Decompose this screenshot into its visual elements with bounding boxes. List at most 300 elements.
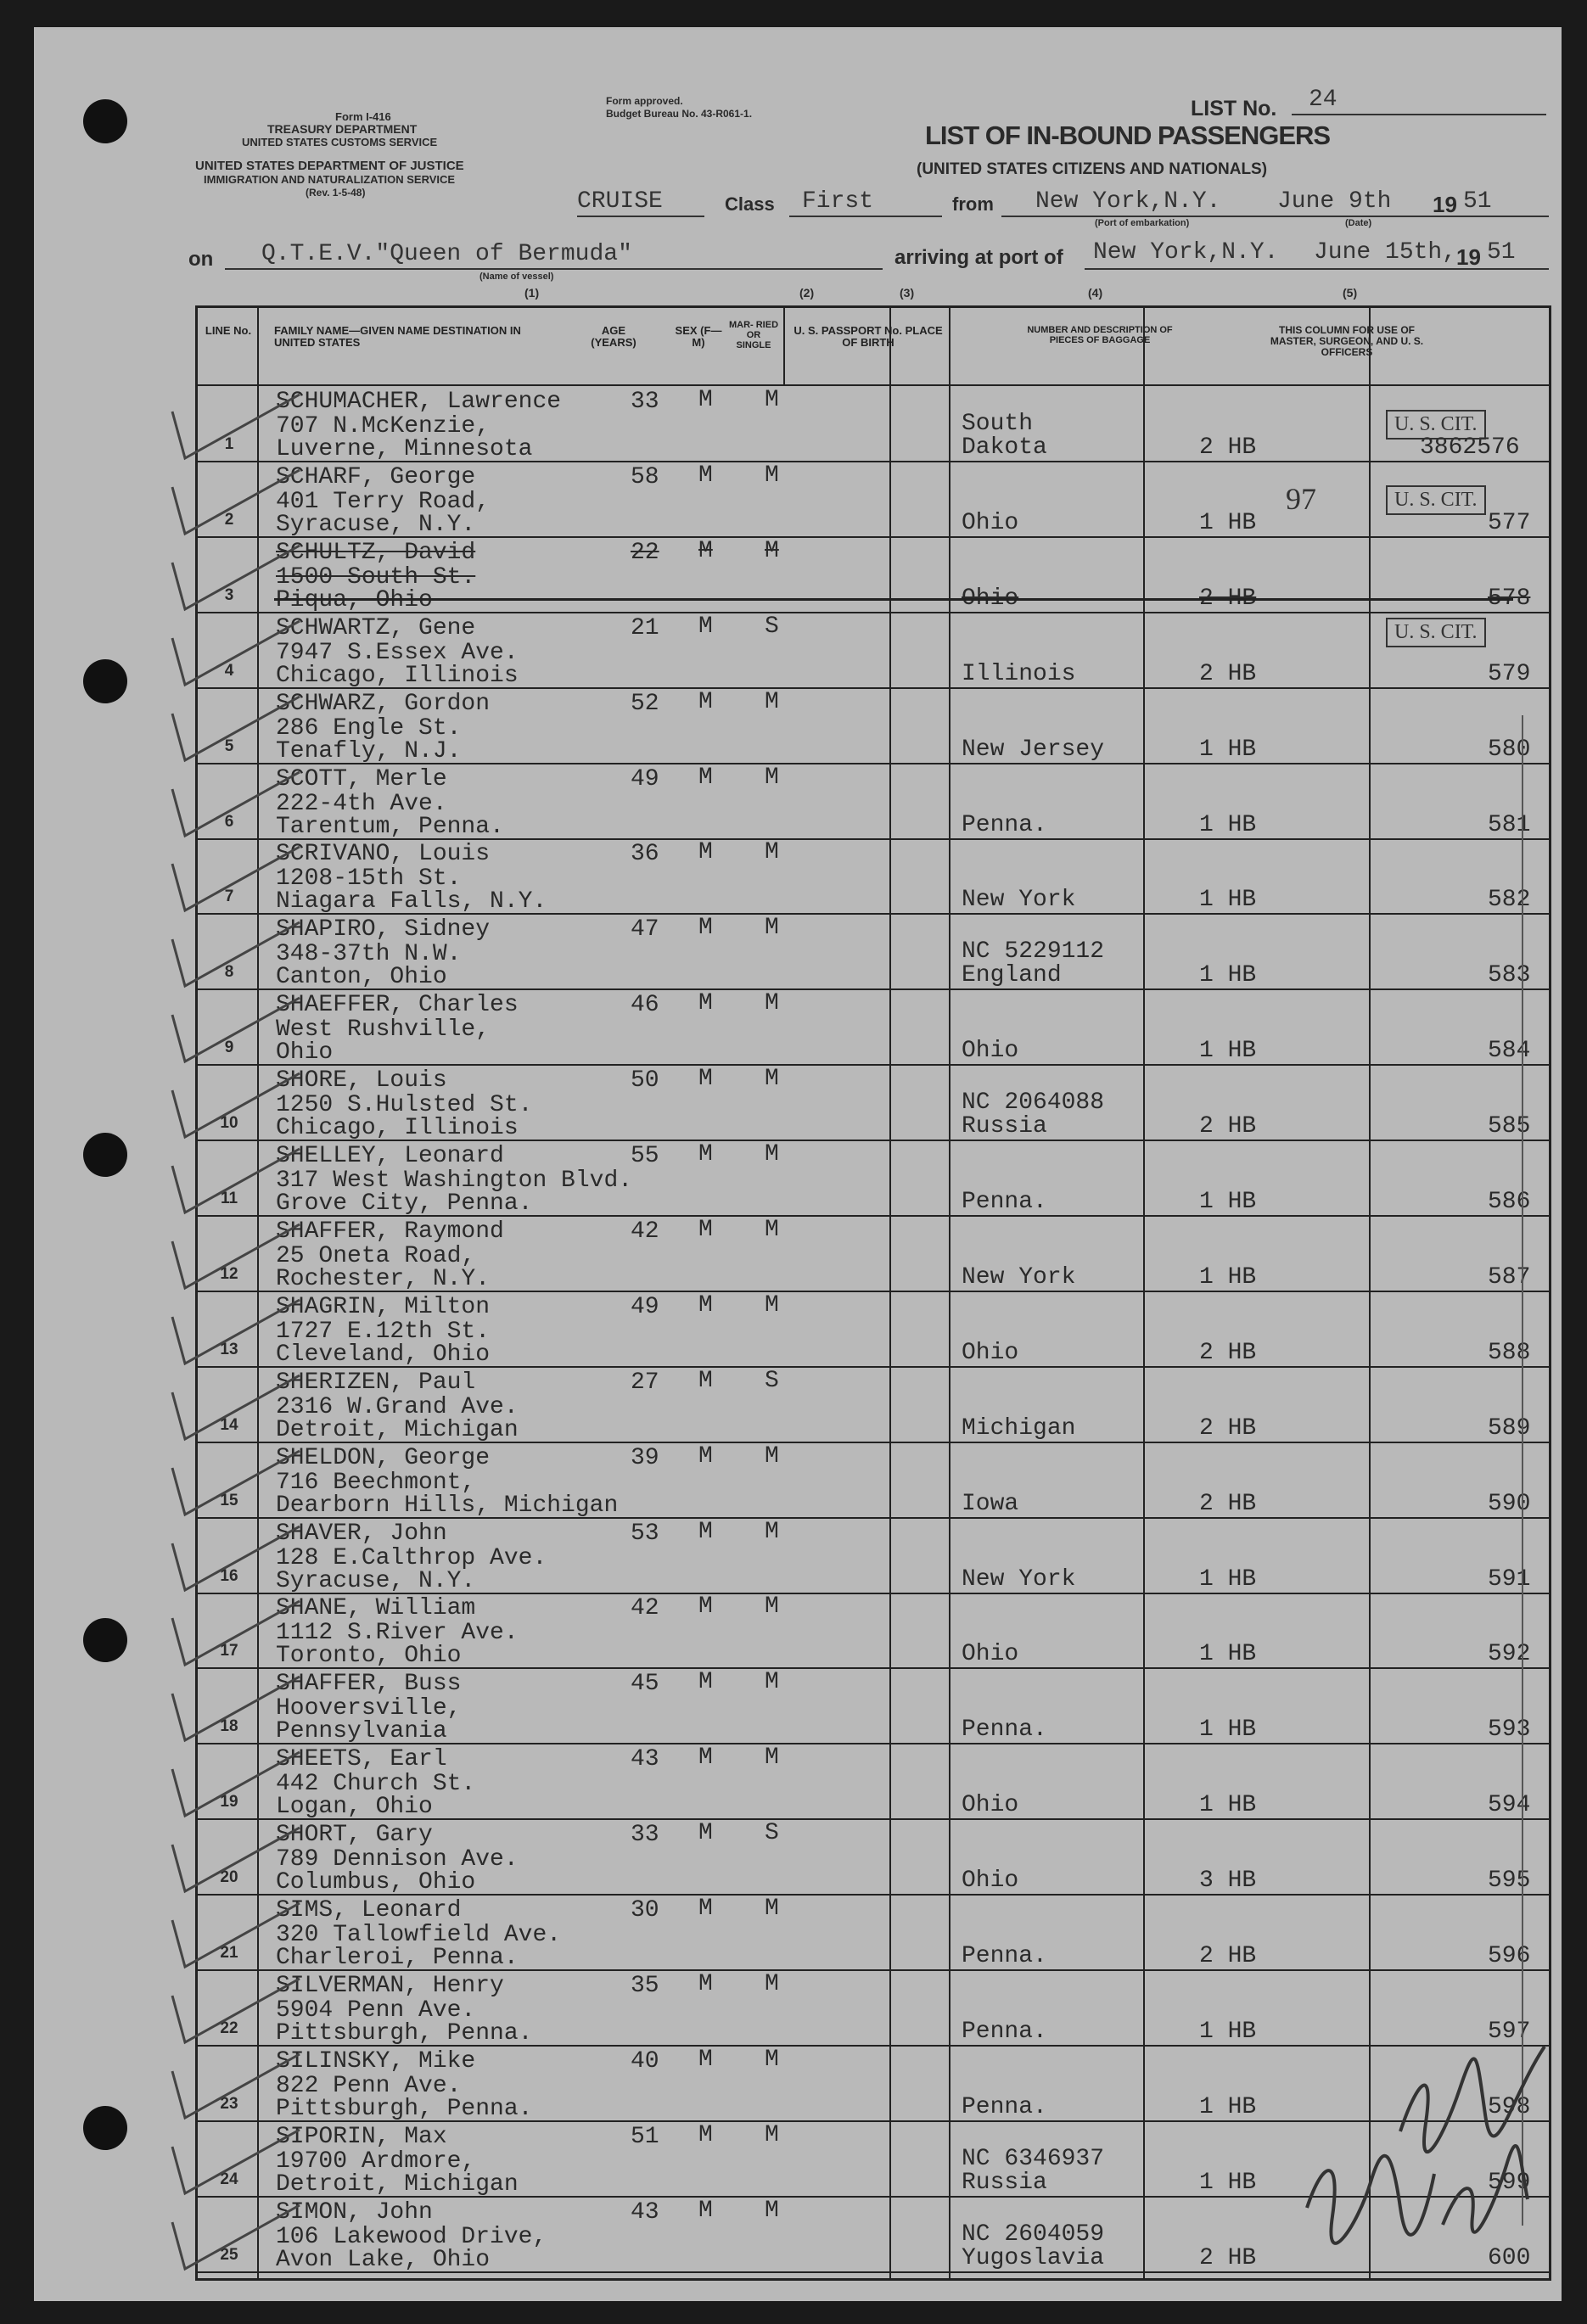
sex-value: M (698, 1518, 713, 1545)
pencil-margin-line (1522, 715, 1523, 2226)
baggage-value: 2 HB (1199, 1490, 1257, 1517)
embarkation-date: June 9th (1277, 188, 1392, 215)
from-line (1001, 216, 1549, 217)
table-row (198, 914, 1549, 990)
handwritten-signature-icon (1290, 2013, 1570, 2267)
marital-status: M (765, 915, 779, 942)
officer-number: 578 (1488, 585, 1531, 612)
marital-status: M (765, 1442, 779, 1470)
vessel-line (225, 268, 883, 270)
address-line-1: 7947 S.Essex Ave. (276, 639, 519, 666)
line-number: 16 (220, 1566, 238, 1585)
address-line-1: 401 Terry Road, (276, 488, 491, 515)
birthplace: New York (962, 887, 1076, 914)
officer-number: 591 (1488, 1565, 1531, 1593)
marital-status: S (765, 1820, 779, 1847)
line-number: 1 (224, 435, 234, 453)
officer-number: 596 (1488, 1943, 1531, 1969)
age-value: 45 (631, 1671, 659, 1698)
address-line-1: 716 Beechmont, (276, 1469, 476, 1496)
table-row (198, 838, 1549, 915)
table-row (198, 1744, 1549, 1820)
birthplace: New York (962, 1263, 1076, 1291)
binder-hole-icon (83, 2106, 127, 2150)
check-mark-icon (164, 764, 308, 840)
check-mark-icon (164, 1442, 308, 1519)
table-row (198, 1367, 1549, 1443)
sex-value: M (698, 990, 713, 1017)
passenger-name: SHELLEY, Leonard (276, 1143, 504, 1169)
line-number: 18 (220, 1717, 238, 1736)
marital-status: M (765, 1970, 779, 1997)
table-row (198, 1065, 1549, 1141)
line-number: 14 (220, 1415, 238, 1434)
officer-number: 592 (1488, 1641, 1531, 1668)
address-line-1: 822 Penn Ave. (276, 2072, 462, 2099)
col-number-2: (2) (799, 286, 815, 300)
baggage-value: 1 HB (1199, 962, 1257, 989)
birthplace: Iowa (962, 1490, 1019, 1517)
officer-number: 594 (1488, 1792, 1531, 1819)
officer-number: 600 (1488, 2244, 1531, 2271)
sex-value: M (698, 688, 713, 715)
sex-value: M (698, 1896, 713, 1922)
passenger-name: SHAFFER, Raymond (276, 1218, 504, 1245)
birthplace: Penna. (962, 2018, 1047, 2045)
strike-line (274, 598, 1513, 601)
address-line-2: Pittsburgh, Penna. (276, 2095, 533, 2122)
sex-value: M (698, 1593, 713, 1621)
list-number: 24 (1309, 87, 1337, 113)
table-row (198, 537, 1549, 613)
age-value: 42 (631, 1595, 659, 1622)
marital-status: M (765, 1669, 779, 1696)
officer-number: 577 (1488, 509, 1531, 536)
baggage-value: 3 HB (1199, 1868, 1257, 1895)
cruise-line (577, 216, 704, 217)
col-number-1: (1) (524, 286, 540, 300)
form-number: Form I-416 (335, 110, 391, 123)
table-row (198, 1895, 1549, 1971)
marital-status: S (765, 613, 779, 640)
check-mark-icon (164, 1518, 308, 1594)
passport-number: NC 6346937 (962, 2145, 1105, 2172)
line-number: 2 (224, 510, 234, 529)
address-line-2: Syracuse, N.Y. (276, 511, 476, 538)
officer-number: 599 (1488, 2169, 1531, 2196)
col-header-line: LINE No. (205, 324, 252, 337)
age-value: 43 (631, 2198, 659, 2226)
check-mark-icon (164, 1744, 308, 1820)
marital-status: S (765, 1367, 779, 1394)
marital-status: M (765, 990, 779, 1017)
birthplace: Penna. (962, 811, 1047, 838)
marital-status: M (765, 537, 779, 564)
address-line-1: 1500 South St. (276, 563, 476, 591)
officer-number: 580 (1488, 736, 1531, 763)
table-row (198, 688, 1549, 764)
marital-status: M (765, 387, 779, 413)
table-row (198, 1140, 1549, 1217)
line-number: 9 (224, 1039, 234, 1057)
address-line-1: 789 Dennison Ave. (276, 1846, 519, 1873)
table-row (198, 1216, 1549, 1292)
embark-year-prefix: 19 (1433, 192, 1457, 217)
check-mark-icon (164, 537, 308, 613)
baggage-value: 2 HB (1199, 434, 1257, 461)
officer-number: 584 (1488, 1038, 1531, 1065)
address-line-2: Charleroi, Penna. (276, 1945, 519, 1971)
form-approved: Form approved. (606, 95, 683, 107)
address-line-1: West Rushville, (276, 1016, 491, 1044)
address-line-2: Rochester, N.Y. (276, 1265, 491, 1292)
address-line-2: Toronto, Ohio (276, 1643, 462, 1670)
address-line-1: 106 Lakewood Drive, (276, 2223, 547, 2250)
marital-status: M (765, 1744, 779, 1772)
marital-status: M (765, 1141, 779, 1168)
address-line-2: Detroit, Michigan (276, 1416, 519, 1443)
marital-status: M (765, 2121, 779, 2148)
binder-hole-icon (83, 1133, 127, 1177)
officer-number: 587 (1488, 1263, 1531, 1291)
line-number: 6 (224, 812, 234, 831)
sex-value: M (698, 1216, 713, 1243)
list-number-label: LIST No. (1191, 97, 1277, 120)
embark-year: 51 (1463, 188, 1492, 215)
address-line-2: Syracuse, N.Y. (276, 1567, 476, 1594)
officer-number: 595 (1488, 1868, 1531, 1895)
address-line-1: 2316 W.Grand Ave. (276, 1393, 519, 1420)
age-value: 51 (631, 2123, 659, 2150)
age-value: 53 (631, 1520, 659, 1547)
table-row (198, 764, 1549, 840)
passenger-name: SHEETS, Earl (276, 1746, 447, 1773)
officer-number: 3862576 (1420, 434, 1520, 461)
birthplace: Penna. (962, 1943, 1047, 1969)
birthplace: Ohio (962, 1641, 1019, 1668)
passport-number: NC 2064088 (962, 1089, 1105, 1117)
passenger-name: SHAPIRO, Sidney (276, 916, 491, 944)
col-header-sex: SEX (F—M) (675, 324, 722, 349)
birthplace: New York (962, 1565, 1076, 1593)
sex-value: M (698, 387, 713, 413)
table-row (198, 386, 1549, 462)
us-citizen-stamp: U. S. CIT. (1386, 485, 1486, 515)
birthplace: Ohio (962, 1339, 1019, 1366)
sex-value: M (698, 1367, 713, 1394)
class-label: Class (725, 193, 775, 215)
baggage-value: 2 HB (1199, 1339, 1257, 1366)
address-line-1: 1112 S.River Ave. (276, 1620, 519, 1647)
passenger-table (195, 305, 1551, 2281)
passenger-name: SHAGRIN, Milton (276, 1293, 491, 1320)
passport-number: South (962, 411, 1034, 437)
address-line-2: Pittsburgh, Penna. (276, 2019, 533, 2047)
marital-status: M (765, 2197, 779, 2224)
col-header-married: MAR- RIED OR SINGLE (728, 320, 779, 350)
passenger-name: SHORT, Gary (276, 1822, 433, 1849)
baggage-value: 1 HB (1199, 1716, 1257, 1744)
sex-value: M (698, 1820, 713, 1847)
passenger-name: SHAEFFER, Charles (276, 992, 519, 1019)
address-line-1: 707 N.McKenzie, (276, 413, 491, 440)
table-row (198, 1593, 1549, 1669)
arriving-label: arriving at port of (894, 246, 1063, 269)
address-line-2: Grove City, Penna. (276, 1190, 533, 1217)
ins-service: IMMIGRATION AND NATURALIZATION SERVICE (204, 173, 456, 186)
age-value: 39 (631, 1444, 659, 1471)
officer-number: 588 (1488, 1339, 1531, 1366)
check-mark-icon (164, 386, 308, 462)
marital-status: M (765, 1593, 779, 1621)
baggage-value: 2 HB (1199, 660, 1257, 687)
age-value: 30 (631, 1897, 659, 1924)
address-line-2: Chicago, Illinois (276, 1115, 519, 1142)
address-line-2: Chicago, Illinois (276, 662, 519, 689)
address-line-1: 128 E.Calthrop Ave. (276, 1544, 547, 1571)
check-mark-icon (164, 462, 308, 538)
sex-value: M (698, 2121, 713, 2148)
document-page (34, 27, 1562, 2301)
age-value: 27 (631, 1369, 659, 1396)
check-mark-icon (164, 613, 308, 689)
officer-number: 598 (1488, 2093, 1531, 2120)
arrival-line (1085, 268, 1549, 270)
sex-value: M (698, 1744, 713, 1772)
baggage-value: 1 HB (1199, 1792, 1257, 1819)
col-header-baggage: NUMBER AND DESCRIPTION OF PIECES OF BAGGAGE (1027, 325, 1173, 345)
officer-number: 589 (1488, 1414, 1531, 1442)
check-mark-icon (164, 1065, 308, 1141)
col-header-name: FAMILY NAME—GIVEN NAME DESTINATION IN UNITED STATES (274, 324, 521, 349)
binder-hole-icon (83, 1618, 127, 1662)
address-line-2: Logan, Ohio (276, 1794, 433, 1821)
table-row (198, 1819, 1549, 1896)
address-line-1: 442 Church St. (276, 1771, 476, 1798)
check-mark-icon (164, 1291, 308, 1368)
check-mark-icon (164, 1593, 308, 1669)
passenger-name: SHELDON, George (276, 1444, 491, 1471)
age-value: 55 (631, 1143, 659, 1169)
table-row (198, 613, 1549, 689)
marital-status: M (765, 1066, 779, 1093)
passenger-name: SIPORIN, Max (276, 2123, 447, 2150)
check-mark-icon (164, 838, 308, 915)
address-line-1: 19700 Ardmore, (276, 2148, 476, 2175)
address-line-1: 1250 S.Hulsted St. (276, 1092, 533, 1119)
officer-number: 597 (1488, 2018, 1531, 2045)
officer-number: 581 (1488, 811, 1531, 838)
sex-value: M (698, 537, 713, 564)
address-line-2: Tenafly, N.J. (276, 737, 462, 764)
revision: (Rev. 1-5-48) (306, 187, 366, 199)
officer-number: 593 (1488, 1716, 1531, 1744)
address-line-1: 222-4th Ave. (276, 790, 447, 817)
marital-status: M (765, 688, 779, 715)
marital-status: M (765, 1216, 779, 1243)
address-line-2: Pennsylvania (276, 1718, 447, 1745)
line-number: 5 (224, 736, 234, 755)
baggage-value: 1 HB (1199, 1641, 1257, 1668)
table-row (198, 1291, 1549, 1368)
sex-value: M (698, 1442, 713, 1470)
arrival-date: June 15th, (1314, 239, 1457, 266)
address-line-1: 317 West Washington Blvd. (276, 1168, 633, 1194)
marital-status: M (765, 764, 779, 791)
age-value: 36 (631, 841, 659, 868)
age-value: 52 (631, 690, 659, 717)
marital-status: M (765, 1896, 779, 1922)
birthplace: Dakota (962, 434, 1047, 461)
birthplace: England (962, 962, 1062, 989)
line-number: 19 (220, 1793, 238, 1812)
date-caption: (Date) (1345, 218, 1372, 228)
line-number: 23 (220, 2094, 238, 2113)
check-mark-icon (164, 1668, 308, 1744)
table-row (198, 462, 1549, 538)
sex-value: M (698, 1669, 713, 1696)
us-citizen-stamp: U. S. CIT. (1386, 410, 1486, 440)
address-line-2: Canton, Ohio (276, 964, 447, 991)
birthplace: Illinois (962, 660, 1076, 687)
address-line-1: 348-37th N.W. (276, 941, 462, 968)
list-number-line (1292, 114, 1546, 115)
passenger-name: SCHWARZ, Gordon (276, 690, 491, 717)
address-line-2: Avon Lake, Ohio (276, 2246, 491, 2273)
table-row (198, 1518, 1549, 1594)
address-line-2: Cleveland, Ohio (276, 1341, 491, 1368)
sex-value: M (698, 1970, 713, 1997)
passenger-name: SCHULTZ, David (276, 539, 476, 566)
baggage-value: 2 HB (1199, 2244, 1257, 2271)
passenger-name: SHAVER, John (276, 1520, 447, 1547)
line-number: 25 (220, 2245, 238, 2264)
passport-number: NC 2604059 (962, 2220, 1105, 2248)
line-number: 20 (220, 1868, 238, 1887)
age-value: 49 (631, 765, 659, 792)
check-mark-icon (164, 1970, 308, 2047)
baggage-value: 2 HB (1199, 1943, 1257, 1969)
line-number: 22 (220, 2019, 238, 2037)
arrival-year: 51 (1487, 239, 1516, 266)
sex-value: M (698, 462, 713, 489)
marital-status: M (765, 2046, 779, 2073)
age-value: 43 (631, 1746, 659, 1773)
document-title: LIST OF IN-BOUND PASSENGERS (925, 120, 1331, 150)
age-value: 35 (631, 1972, 659, 1999)
vessel-caption: (Name of vessel) (479, 272, 554, 282)
pencil-annotation: 97 (1286, 482, 1316, 516)
baggage-value: 1 HB (1199, 1189, 1257, 1215)
baggage-value: 1 HB (1199, 736, 1257, 763)
passenger-name: SCHWARTZ, Gene (276, 614, 476, 641)
address-line-2: Columbus, Ohio (276, 1869, 476, 1896)
birthplace: Russia (962, 2169, 1047, 2196)
sex-value: M (698, 1066, 713, 1093)
check-mark-icon (164, 2197, 308, 2273)
address-line-2: Tarentum, Penna. (276, 813, 504, 840)
check-mark-icon (164, 1895, 308, 1971)
line-number: 17 (220, 1642, 238, 1660)
age-value: 22 (631, 539, 659, 566)
check-mark-icon (164, 688, 308, 764)
col-header-passport: U. S. PASSPORT No. PLACE OF BIRTH (794, 324, 943, 349)
baggage-value: 1 HB (1199, 1263, 1257, 1291)
passenger-name: SCOTT, Merle (276, 765, 447, 792)
table-row (198, 989, 1549, 1066)
document-subtitle: (UNITED STATES CITIZENS AND NATIONALS) (917, 160, 1268, 178)
baggage-value: 1 HB (1199, 1565, 1257, 1593)
passenger-name: SHERIZEN, Paul (276, 1369, 476, 1396)
age-value: 21 (631, 614, 659, 641)
marital-status: M (765, 1291, 779, 1319)
baggage-value: 1 HB (1199, 887, 1257, 914)
birthplace: Ohio (962, 585, 1019, 612)
passenger-name: SILVERMAN, Henry (276, 1972, 504, 1999)
port-caption: (Port of embarkation) (1095, 218, 1190, 228)
baggage-value: 1 HB (1199, 1038, 1257, 1065)
col-number-4: (4) (1088, 286, 1103, 300)
passenger-name: SHANE, William (276, 1595, 476, 1622)
check-mark-icon (164, 2121, 308, 2198)
vessel-name: Q.T.E.V."Queen of Bermuda" (261, 241, 632, 267)
baggage-value: 1 HB (1199, 811, 1257, 838)
sex-value: M (698, 764, 713, 791)
birthplace: Penna. (962, 2093, 1047, 2120)
passenger-name: SIMON, John (276, 2198, 433, 2226)
line-number: 11 (220, 1190, 238, 1207)
passenger-name: SILINSKY, Mike (276, 2047, 476, 2075)
embarkation-port: New York,N.Y. (1035, 188, 1221, 215)
arrival-port: New York,N.Y. (1093, 239, 1279, 266)
birthplace: Ohio (962, 509, 1019, 536)
line-number: 13 (220, 1340, 238, 1358)
passenger-name: SIMS, Leonard (276, 1897, 462, 1924)
us-citizen-stamp: U. S. CIT. (1386, 618, 1486, 647)
address-line-1: 1727 E.12th St. (276, 1318, 491, 1345)
baggage-value: 1 HB (1199, 2018, 1257, 2045)
baggage-value: 1 HB (1199, 2093, 1257, 2120)
from-label: from (952, 193, 994, 215)
class-value: First (802, 188, 874, 215)
on-label: on (188, 248, 214, 271)
line-number: 3 (224, 585, 234, 604)
line-number: 24 (220, 2170, 238, 2188)
justice-department: UNITED STATES DEPARTMENT OF JUSTICE (195, 159, 464, 173)
marital-status: M (765, 1518, 779, 1545)
table-row (198, 1668, 1549, 1744)
sex-value: M (698, 2197, 713, 2224)
officer-number: 585 (1488, 1113, 1531, 1140)
address-line-2: Luverne, Minnesota (276, 436, 533, 462)
officer-number: 579 (1488, 660, 1531, 687)
col-number-3: (3) (900, 286, 915, 300)
age-value: 46 (631, 992, 659, 1019)
age-value: 49 (631, 1293, 659, 1320)
address-line-1: 286 Engle St. (276, 714, 462, 742)
check-mark-icon (164, 1819, 308, 1896)
line-number: 12 (220, 1264, 238, 1283)
age-value: 33 (631, 389, 659, 415)
birthplace: Ohio (962, 1792, 1019, 1819)
cruise-label: CRUISE (577, 188, 663, 215)
address-line-1: 1208-15th St. (276, 865, 462, 893)
age-value: 40 (631, 2047, 659, 2075)
marital-status: M (765, 462, 779, 489)
address-line-1: Hooversville, (276, 1695, 462, 1722)
sex-value: M (698, 915, 713, 942)
officer-number: 590 (1488, 1490, 1531, 1517)
